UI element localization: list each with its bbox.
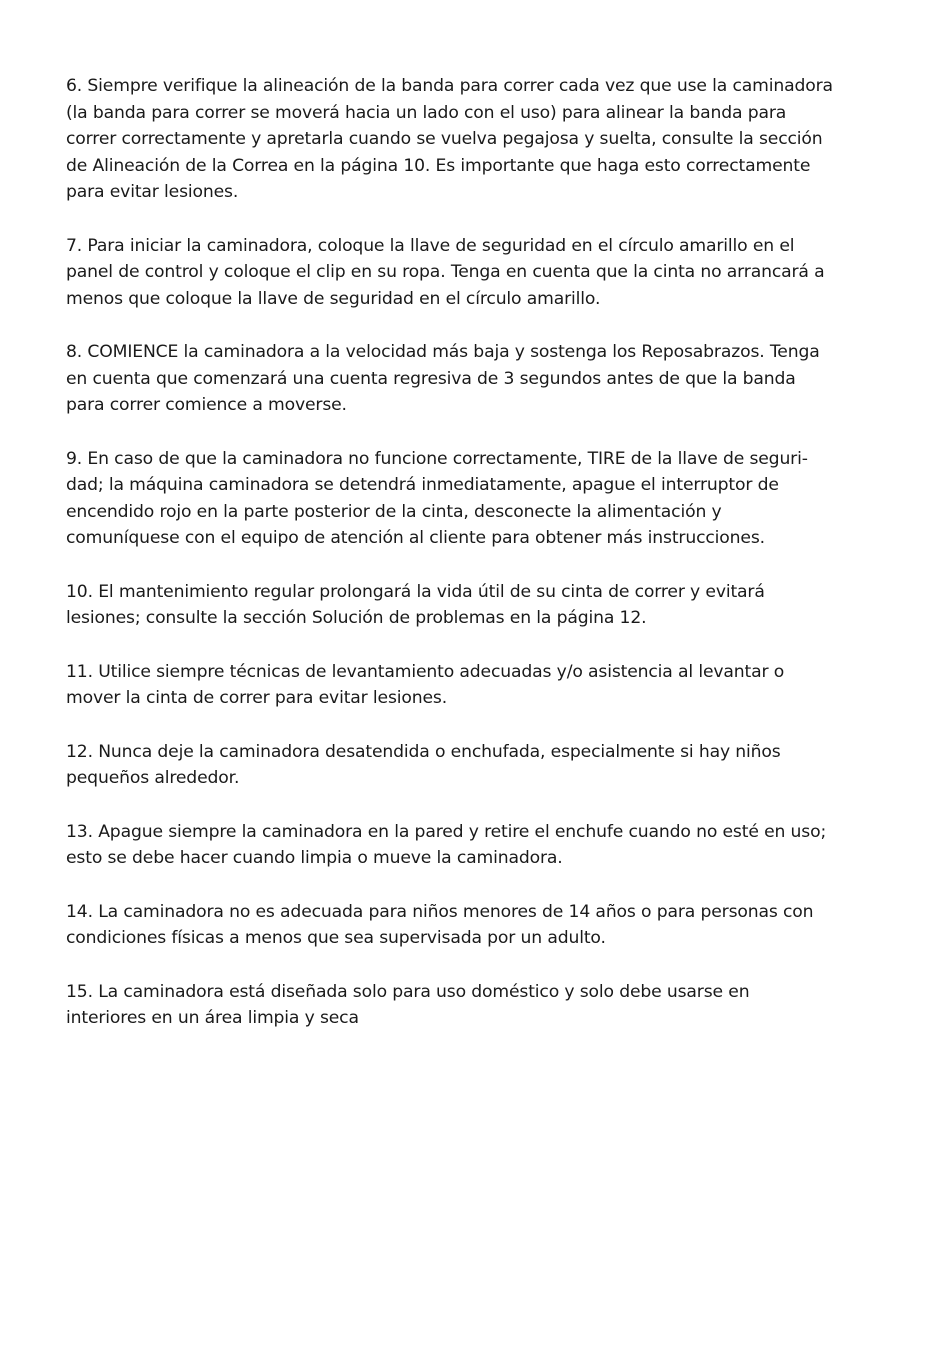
instruction-item-10	[66, 579, 896, 632]
text-line: 11. Utilice siempre técnicas de levantamiento adecuadas y/o asistencia al levantar o	[66, 661, 785, 682]
text-line: interiores en un área limpia y seca	[66, 1008, 359, 1028]
instruction-item-12	[66, 739, 896, 792]
text-line: de Alineación de la Correa en la página 10. Es importante que haga esto correctamente	[66, 155, 811, 176]
text-line: pequeños alrededor.	[66, 768, 240, 788]
instruction-item-14	[66, 899, 896, 952]
text-line: en cuenta que comenzará una cuenta regresiva de 3 segundos antes de que la banda	[66, 368, 796, 389]
text-line: 13. Apague siempre la caminadora en la pared y retire el enchufe cuando no esté en uso;	[66, 821, 827, 842]
text-line: correr correctamente y apretarla cuando se vuelva pegajosa y suelta, consulte la sección	[66, 129, 823, 149]
text-line: dad; la máquina caminadora se detendrá inmediatamente, apague el interruptor de	[66, 475, 779, 495]
text-line: 10. El mantenimiento regular prolongará la vida útil de su cinta de correr y evitará	[66, 581, 765, 602]
text-line: esto se debe hacer cuando limpia o mueve la caminadora.	[66, 848, 563, 868]
text-line: 9. En caso de que la caminadora no funcione correctamente, TIRE de la llave de seguri-	[66, 448, 808, 469]
instruction-item-7	[66, 233, 896, 313]
text-line: condiciones físicas a menos que sea supervisada por un adulto.	[66, 928, 606, 948]
text-line: panel de control y coloque el clip en su ropa. Tenga en cuenta que la cinta no arrancará a	[66, 262, 825, 282]
text-line: comuníquese con el equipo de atención al cliente para obtener más instrucciones.	[66, 528, 765, 548]
text-line: mover la cinta de correr para evitar lesiones.	[66, 688, 448, 708]
instruction-item-11	[66, 659, 896, 712]
instruction-item-8	[66, 339, 896, 419]
text-line: 14. La caminadora no es adecuada para niños menores de 14 años o para personas con	[66, 901, 814, 922]
text-line: menos que coloque la llave de seguridad en el círculo amarillo.	[66, 288, 601, 309]
document-body	[66, 73, 896, 1059]
text-line: para correr comience a moverse.	[66, 395, 347, 415]
text-line: 8. COMIENCE la caminadora a la velocidad más baja y sostenga los Reposabrazos. Tenga	[66, 342, 820, 362]
text-line: 6. Siempre verifique la alineación de la banda para correr cada vez que use la caminadora	[66, 76, 833, 96]
text-line: lesiones; consulte la sección Solución de problemas en la página 12.	[66, 608, 647, 628]
instruction-item-9	[66, 446, 896, 552]
instruction-item-6	[66, 73, 896, 206]
text-line: 12. Nunca deje la caminadora desatendida o enchufada, especialmente si hay niños	[66, 741, 781, 762]
text-line: 15. La caminadora está diseñada solo para uso doméstico y solo debe usarse en	[66, 981, 750, 1002]
text-line: encendido rojo en la parte posterior de la cinta, desconecte la alimentación y	[66, 501, 722, 522]
instruction-item-15	[66, 979, 896, 1032]
instruction-item-13	[66, 819, 896, 872]
text-line: para evitar lesiones.	[66, 182, 239, 202]
text-line: 7. Para iniciar la caminadora, coloque la llave de seguridad en el círculo amarillo en el	[66, 235, 795, 256]
text-line: (la banda para correr se moverá hacia un lado con el uso) para alinear la banda para	[66, 102, 787, 123]
